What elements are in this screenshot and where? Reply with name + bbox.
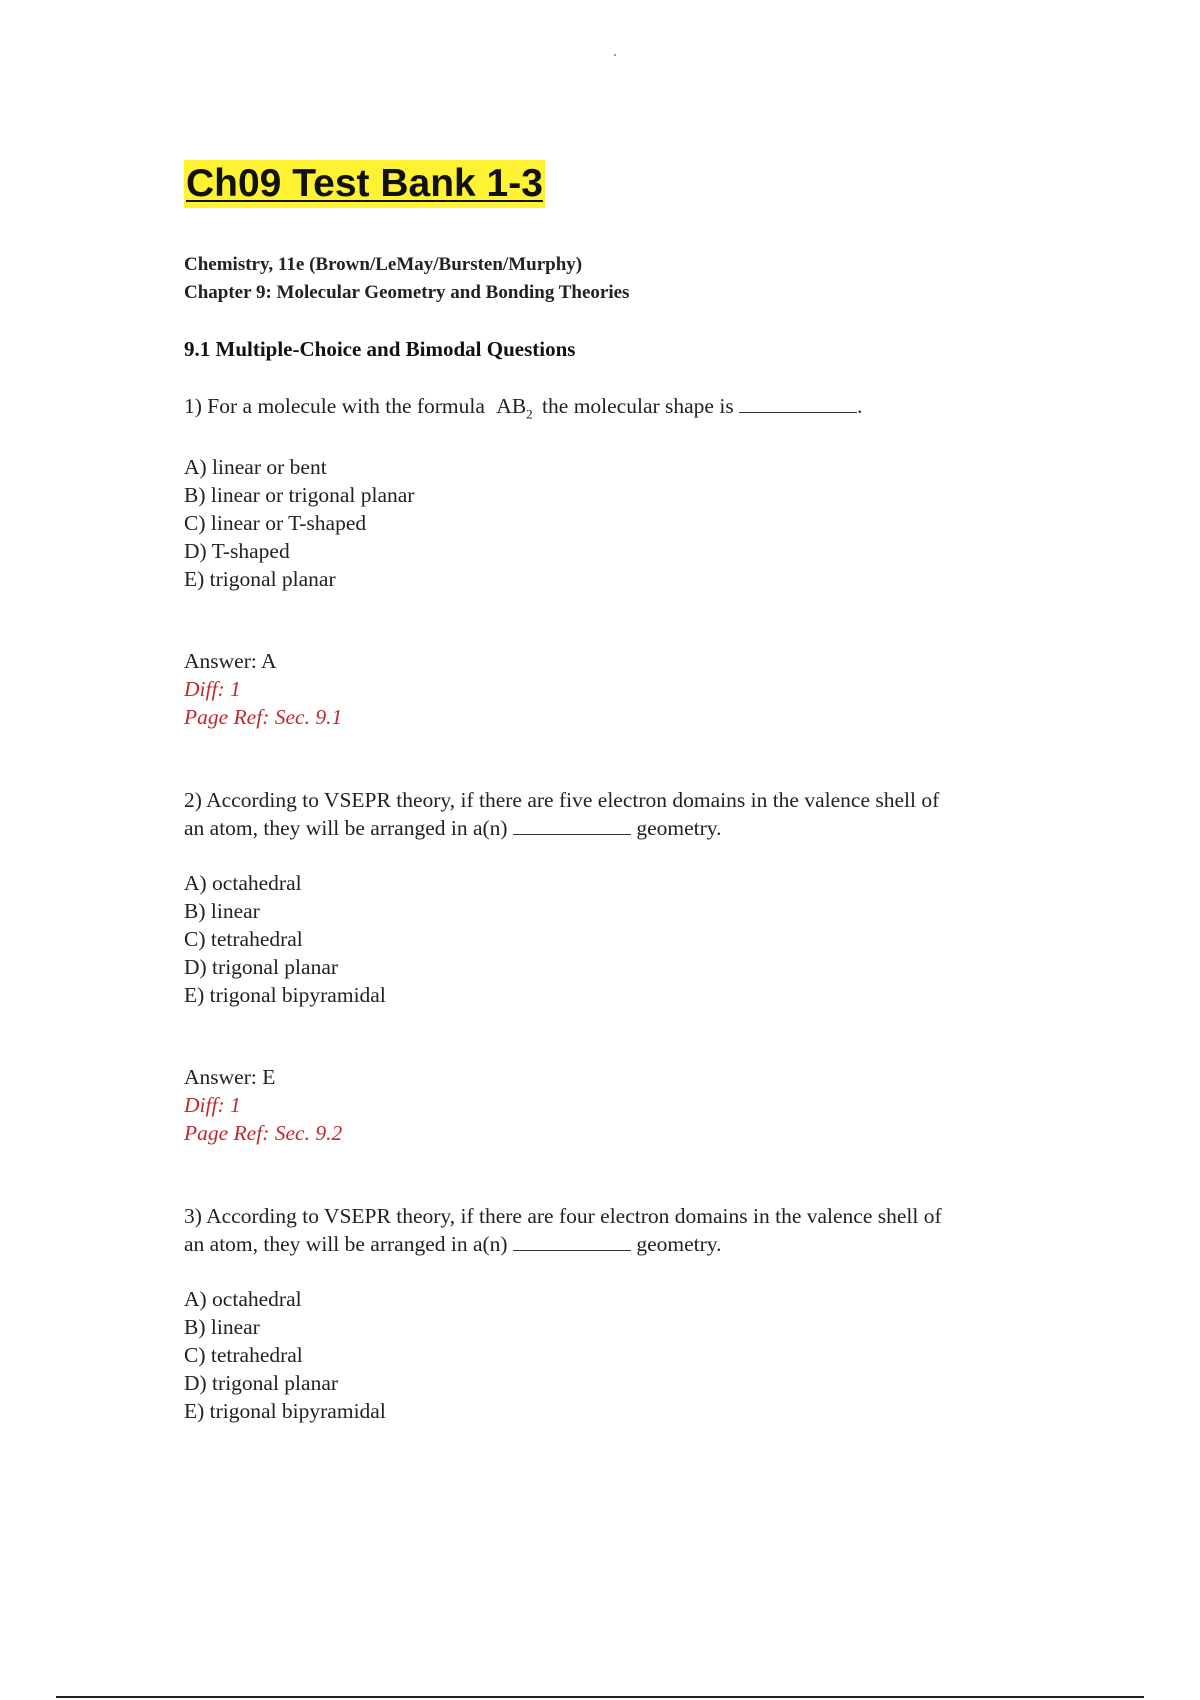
option: C) tetrahedral: [184, 927, 303, 951]
answer-blank: [739, 394, 857, 413]
question-1-options: [184, 453, 414, 593]
option: E) trigonal planar: [184, 567, 336, 591]
answer-text: Answer: E: [184, 1065, 276, 1089]
question-2-options: [184, 869, 386, 1009]
option: A) octahedral: [184, 1287, 302, 1311]
question-3-options: [184, 1285, 386, 1425]
question-3: [184, 1202, 1044, 1258]
page-reference: Page Ref: Sec. 9.1: [184, 705, 343, 729]
answer-blank: [513, 1232, 631, 1251]
page-title: Ch09 Test Bank 1-3: [184, 160, 545, 208]
option: D) trigonal planar: [184, 955, 339, 979]
option: A) octahedral: [184, 871, 302, 895]
section-heading: 9.1 Multiple-Choice and Bimodal Questions: [184, 337, 576, 361]
option: C) linear or T-shaped: [184, 511, 367, 535]
formula: $AB_2$: [496, 394, 533, 422]
option: B) linear or trigonal planar: [184, 483, 415, 507]
question-3-line-1: 3) According to VSEPR theory, if there are four electron domains in the valence shell of: [184, 1204, 942, 1228]
question-2-line-1: 2) According to VSEPR theory, if there are five electron domains in the valence shell of: [184, 788, 940, 812]
question-2-line-2: an atom, they will be arranged in a(n) geometry.: [184, 816, 722, 840]
question-1-answer-block: [184, 647, 342, 731]
question-2: [184, 786, 1044, 842]
answer-text: Answer: A: [184, 649, 277, 673]
question-1: [184, 392, 1044, 428]
question-2-answer-block: [184, 1063, 342, 1147]
option: D) T-shaped: [184, 539, 290, 563]
option: D) trigonal planar: [184, 1371, 339, 1395]
question-3-line-2: an atom, they will be arranged in a(n) geometry.: [184, 1232, 722, 1256]
option: E) trigonal bipyramidal: [184, 983, 386, 1007]
page-reference: Page Ref: Sec. 9.2: [184, 1121, 343, 1145]
option: A) linear or bent: [184, 455, 327, 479]
answer-blank: [513, 816, 631, 835]
option: B) linear: [184, 899, 260, 923]
difficulty: Diff: 1: [184, 677, 241, 701]
option: E) trigonal bipyramidal: [184, 1399, 386, 1423]
page-bottom-rule: [56, 1696, 1144, 1698]
scan-artifact-dot: [614, 54, 616, 56]
option: B) linear: [184, 1315, 260, 1339]
chapter-title: Chapter 9: Molecular Geometry and Bonding Theories: [184, 282, 630, 303]
question-1-text: 1) For a molecule with the formula $AB_2$ the molecular shape is .: [184, 394, 863, 422]
book-citation: Chemistry, 11e (Brown/LeMay/Bursten/Murphy): [184, 254, 583, 275]
difficulty: Diff: 1: [184, 1093, 241, 1117]
option: C) tetrahedral: [184, 1343, 303, 1367]
